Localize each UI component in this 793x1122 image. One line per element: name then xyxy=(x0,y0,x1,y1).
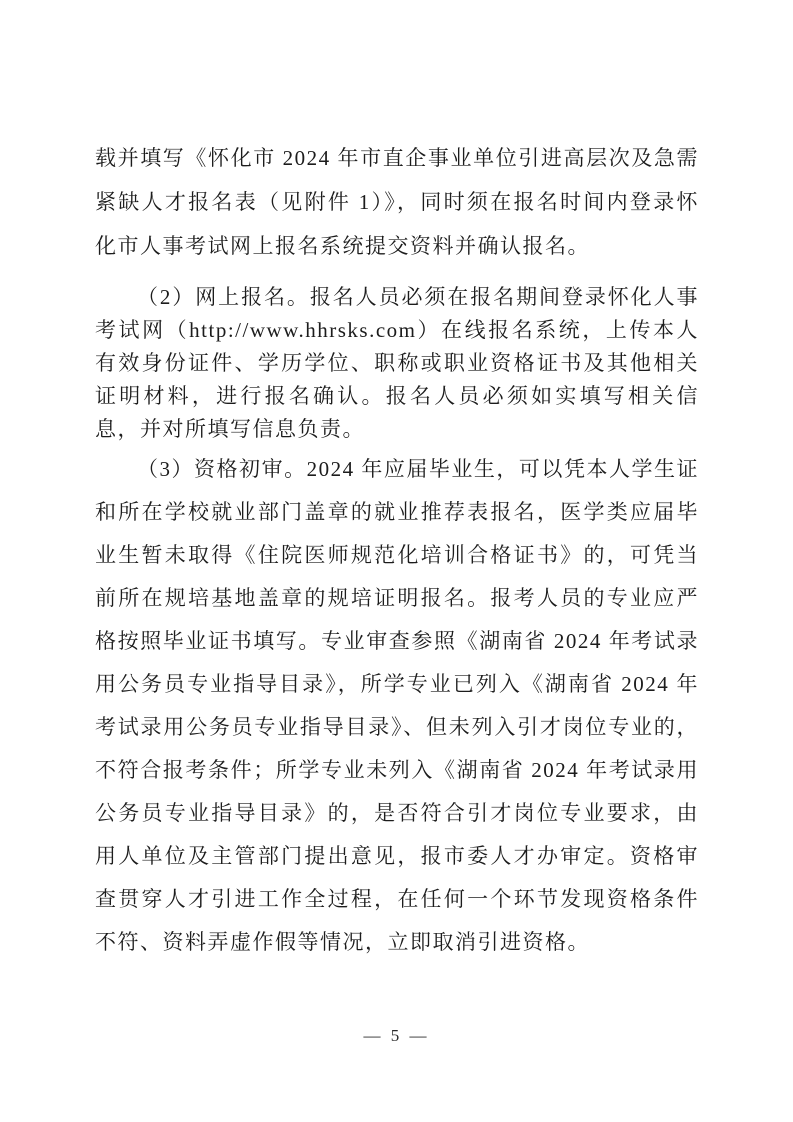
page-number: — 5 — xyxy=(363,1026,430,1045)
paragraph-online-registration: （2）网上报名。报名人员必须在报名期间登录怀化人事考试网（http://www.hhrsks.com）在线报名系统，上传本人有效身份证件、学历学位、职称或职业资格证书及其他相关证明材料，进行报名确认。报名人员必须如实填写相关信息，并对所填写信息负责。 xyxy=(95,285,699,441)
paragraph-continuation-download-form: 载并填写《怀化市 2024 年市直企事业单位引进高层次及急需紧缺人才报名表（见附件 1）》，同时须在报名时间内登录怀化市人事考试网上报名系统提交资料并确认报名。 xyxy=(95,146,699,258)
paragraph-qualification-initial-review: （3）资格初审。2024 年应届毕业生，可以凭本人学生证和所在学校就业部门盖章的就业推荐表报名，医学类应届毕业生暂未取得《住院医师规范化培训合格证书》的，可凭当前所在规培基地盖章的规培证明报名。报考人员的专业应严格按照毕业证书填写。专业审查参照《湖南省 2024 年考试录用公务员专业指导目录》，所学专业已列入《湖南省 2024 年考试录用公务员专业指导目录》、但未列入引才岗位专业的，不符合报考条件；所学专业未列入《湖南省 2024 年考试录用公务员专业指导目录》的，是否符合引才岗位专业要求，由用人单位及主管部门提出意见，报市委人才办审定。资格审查贯穿人才引进工作全过程，在任何一个环节发现资格条件不符、资料弄虚作假等情况，立即取消引进资格。 xyxy=(95,457,699,954)
